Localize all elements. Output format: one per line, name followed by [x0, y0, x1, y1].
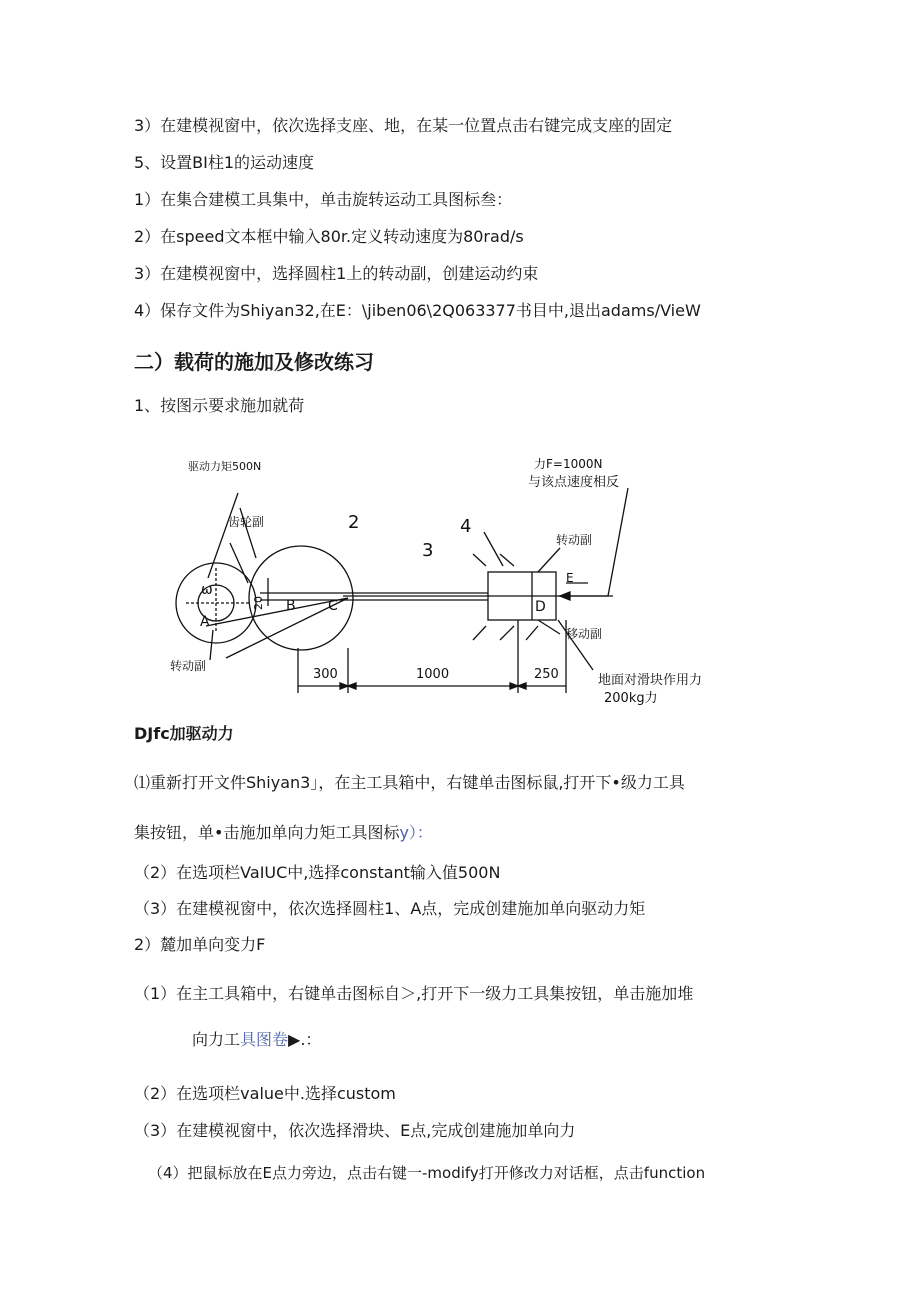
text-line: ⑴重新打开文件Shiyan3」，在主工具箱中，右键单击图标鼠,打开下•级力工具: [134, 773, 685, 792]
text-line: 4）保存文件为Shiyan32,在E：\jiben06\2Q063377书目中,退出adams∕VieW: [134, 301, 701, 320]
label-rev-right: 转动副: [556, 533, 593, 547]
part-number-3: 3: [422, 540, 434, 561]
mechanism-diagram: [168, 448, 703, 706]
text-line: 3）在建模视窗中，依次选择支座、地，在某一位置点击右键完成支座的固定: [134, 116, 673, 135]
text-line: （1）在主工具箱中，右键单击图标自＞,打开下一级力工具集按钮，单击施加堆: [134, 984, 694, 1003]
text-line: 1、按图示要求施加就荷: [134, 396, 305, 415]
label-ground-2: 200kg力: [604, 691, 658, 706]
text-line: （2）在选项栏value中.选择custom: [134, 1084, 396, 1103]
label-force-1: 力F=1000N: [534, 457, 603, 471]
text-line: （4）把鼠标放在E点力旁边，点击右键一-modify打开修改力对话框，点击function: [148, 1164, 706, 1182]
text-line: 2）麓加单向变力F: [134, 935, 266, 954]
text-line-part: ▶.：: [288, 1030, 322, 1049]
omega-symbol: ω: [201, 582, 213, 598]
text-line: （3）在建模视窗中，依次选择滑块、E点,完成创建施加单向力: [134, 1121, 576, 1140]
part-number-4: 4: [460, 516, 472, 537]
point-C: C: [328, 598, 338, 614]
label-torque: 驱动力矩500N: [188, 460, 262, 473]
text-line: 5、设置BI柱1的运动速度: [134, 153, 315, 172]
point-B: B: [286, 598, 296, 614]
point-E: E: [566, 571, 574, 585]
text-line-part: y）：: [399, 823, 433, 842]
text-line: [192, 1030, 321, 1050]
subheading: DJfc加驱动力: [134, 724, 234, 743]
dim-250: 250: [534, 667, 559, 682]
part-number-2: 2: [348, 512, 360, 533]
dim-20: 20: [252, 596, 265, 610]
text-line: （3）在建模视窗中，依次选择圆柱1、A点，完成创建施加单向驱动力矩: [134, 899, 646, 918]
label-gear-pair: 齿轮副: [228, 515, 265, 529]
text-line: 1）在集合建模工具集中，单击旋转运动工具图标叁：: [134, 190, 513, 209]
text-line: [134, 823, 433, 843]
section-heading: 二）载荷的施加及修改练习: [134, 350, 374, 374]
text-line: 2）在speed文本框中输入80r.定义转动速度为80rad∕s: [134, 227, 524, 246]
point-D: D: [535, 599, 546, 615]
dim-300: 300: [313, 667, 338, 682]
dim-1000: 1000: [416, 667, 450, 682]
text-line: 3）在建模视窗中，选择圆柱1上的转动副，创建运动约束: [134, 264, 539, 283]
label-rev-left: 转动副: [170, 659, 207, 673]
label-force-2: 与该点速度相反: [528, 475, 620, 490]
text-line-part: 具图卷: [240, 1030, 289, 1049]
point-A: A: [200, 614, 210, 630]
text-line-part: 集按钮，单•击施加单向力矩工具图标: [134, 823, 400, 842]
text-line: （2）在选项栏VaIUC中,选择constant输入值500N: [134, 863, 501, 882]
label-slide: 移动副: [566, 627, 603, 641]
text-line-part: 向力工: [192, 1030, 241, 1049]
label-ground-1: 地面对滑块作用力: [598, 673, 703, 688]
